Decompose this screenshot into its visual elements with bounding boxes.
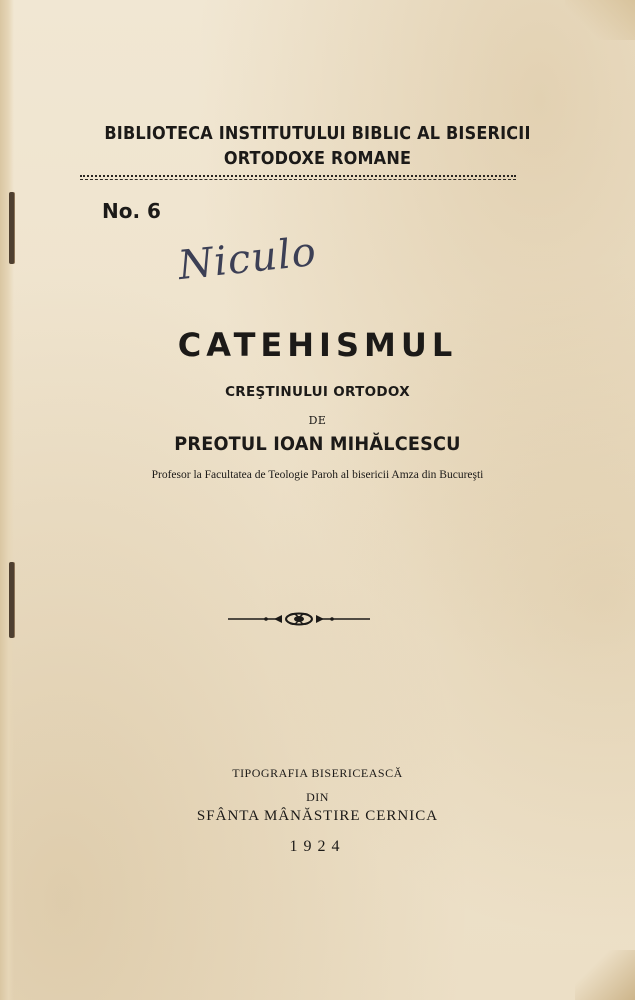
paper-stain: [565, 0, 635, 40]
from-label: DIN: [306, 790, 329, 804]
author-description: Profesor la Facultatea de Teologie Paroh al bisericii Amza din Bucureşti: [151, 469, 484, 481]
book-title: CATEHISMUL: [177, 326, 458, 364]
library-line-1: BIBLIOTECA INSTITUTULUI BIBLIC AL BISERICII: [104, 124, 531, 144]
paper-stain: [575, 950, 635, 1000]
header-divider: [80, 179, 516, 180]
author-name: PREOTUL IOAN MIHĂLCESCU: [174, 433, 461, 455]
ornament-divider-icon: [226, 609, 372, 629]
staple-top: [9, 192, 14, 264]
library-line-2: ORTODOXE ROMANE: [223, 149, 412, 169]
publication-year: 1924: [289, 838, 346, 855]
staple-bottom: [9, 562, 14, 638]
printer-name: TIPOGRAFIA BISERICEASCĂ: [232, 766, 403, 780]
library-header: [25, 122, 609, 172]
series-number: No. 6: [102, 199, 161, 223]
handwritten-signature: Niculo: [175, 228, 319, 290]
publication-place: SFÂNTA MÂNĂSTIRE CERNICA: [196, 808, 439, 824]
book-subtitle: CREŞTINULUI ORTODOX: [225, 384, 410, 400]
by-label: DE: [308, 414, 327, 427]
header-divider: [80, 175, 516, 177]
